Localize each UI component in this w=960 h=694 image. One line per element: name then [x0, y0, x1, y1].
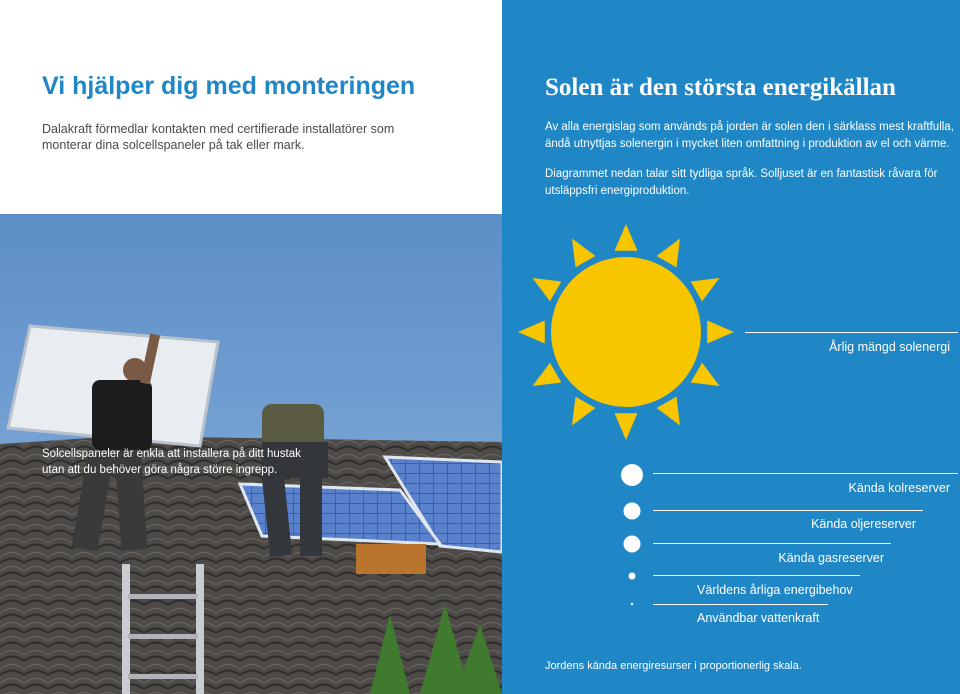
- label-oil: Kända oljereserver: [811, 517, 916, 531]
- chart-footnote: Jordens kända energiresurser i proportionerlig skala.: [545, 660, 802, 672]
- left-intro-text: Dalakraft förmedlar kontakten med certifierade installatörer som monterar dina solcellspaneler på tak eller mark.: [42, 122, 395, 152]
- sun-ray: [657, 238, 680, 267]
- chart-line-gas: [653, 543, 891, 544]
- right-paragraph-2: Diagrammet nedan talar sitt tydliga språk. Solljuset är en fantastisk råvara för utsläppsfri energiproduktion.: [545, 168, 938, 197]
- sun-ray: [572, 238, 595, 267]
- chart-line-world-demand: [653, 575, 860, 576]
- sun-graphic: [502, 214, 960, 454]
- sun-ray: [615, 224, 638, 251]
- bubble-world-demand: [629, 573, 636, 580]
- label-gas: Kända gasreserver: [778, 551, 884, 565]
- sun-ray: [532, 363, 561, 386]
- label-coal: Kända kolreserver: [848, 481, 950, 495]
- energy-bubbles: [600, 455, 670, 625]
- sun-ray: [615, 413, 638, 440]
- sun-ray: [572, 397, 595, 426]
- chart-line-hydro: [653, 604, 828, 605]
- chart-line-coal: [653, 473, 958, 474]
- sun-ray: [532, 278, 561, 301]
- chart-line-oil: [653, 510, 923, 511]
- bubble-coal: [621, 464, 643, 486]
- left-page-title: Vi hjälper dig med monteringen: [42, 72, 416, 100]
- sun-ray: [707, 321, 734, 344]
- bubble-hydro: [631, 603, 633, 605]
- chart-line-solar: [745, 332, 958, 333]
- sun-ray: [518, 321, 545, 344]
- bubble-gas: [624, 536, 641, 553]
- sun-ray: [657, 397, 680, 426]
- right-page-title: Solen är den största energikällan: [545, 74, 896, 101]
- box: [356, 544, 426, 574]
- left-header-area: [0, 0, 502, 214]
- label-hydro: Användbar vattenkraft: [697, 611, 820, 625]
- bubble-oil: [624, 503, 641, 520]
- photo-caption: Solcellspaneler är enkla att installera på ditt hustak utan att du behöver göra några större ingrepp.: [42, 448, 301, 476]
- right-paragraph-1: Av alla energislag som används på jorden är solen den i särklass mest kraftfulla, ändå utnyttjas solenergin i mycket liten omfattning i produktion av el och värme.: [545, 121, 954, 150]
- sun-disc: [551, 257, 701, 407]
- label-world-demand: Världens årliga energibehov: [697, 583, 853, 597]
- sun-ray: [691, 363, 720, 386]
- rooftop-solar-installation-photo: [0, 214, 502, 694]
- label-solar-energy: Årlig mängd solenergi: [829, 340, 950, 354]
- sun-ray: [691, 278, 720, 301]
